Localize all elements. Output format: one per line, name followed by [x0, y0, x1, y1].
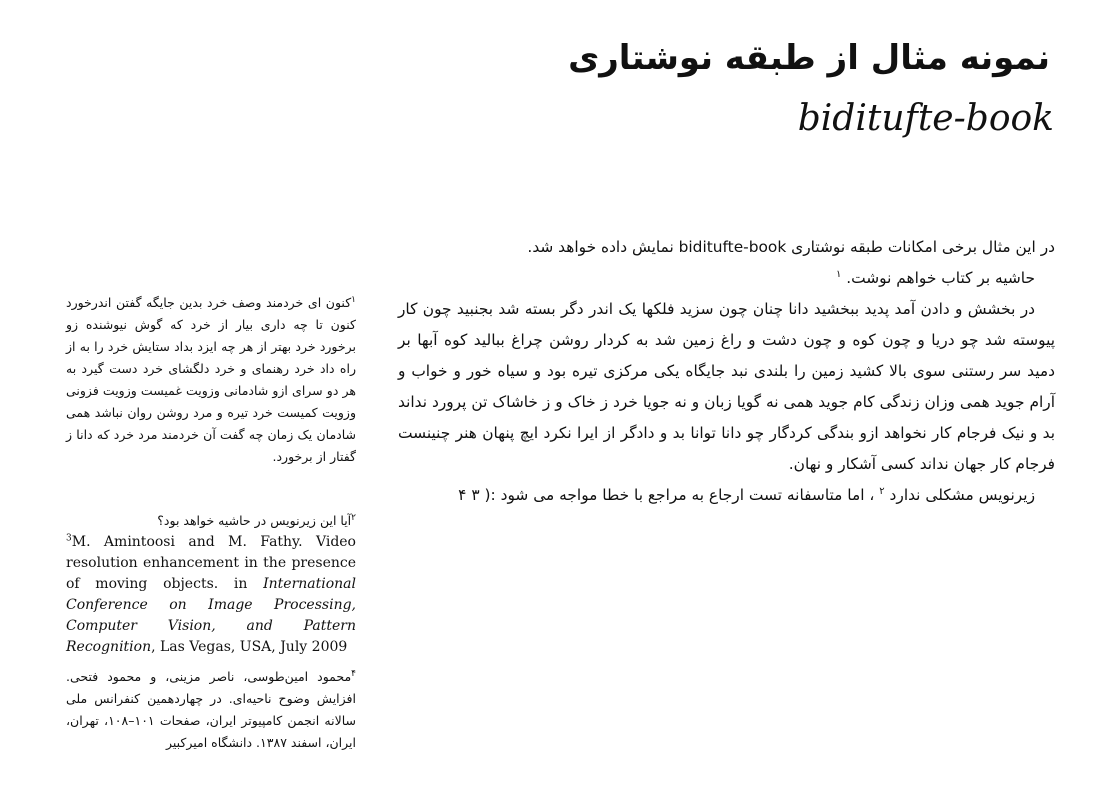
- margin-note-4-number: ۴: [351, 668, 356, 679]
- margin-note-3-number: 3: [66, 533, 72, 544]
- footnote-test-after: ، اما متاسفانه تست ارجاع به مراجع با خطا مواجه می شود :(: [484, 486, 875, 504]
- sidenote-text: حاشیه بر کتاب خواهم نوشت.: [846, 269, 1035, 287]
- margin-note-3: [66, 532, 356, 658]
- intro-paragraph: [398, 232, 1055, 263]
- main-text: [398, 232, 1055, 511]
- sidenote-line: [398, 263, 1055, 294]
- intro-text-after: نمایش داده خواهد شد.: [527, 238, 674, 256]
- footnote-test-before: زیرنویس مشکلی ندارد: [889, 486, 1035, 504]
- footnote-test-line: [398, 480, 1055, 511]
- citation-refs: ۳ ۴: [458, 486, 480, 504]
- margin-note-2: [66, 510, 356, 532]
- margin-note-4-text: محمود امین‌طوسی، ناصر مزینی، و محمود فتحی. افزایش وضوح ناحیه‌ای. در چهاردهمین کنفرانس ملی سالانه انجمن کامپیوتر ایران، صفحات ۱۰۱–۱۰۸، تهران، ایران، اسفند ۱۳۸۷. دانشگاه امیرکبیر: [66, 669, 356, 750]
- body-paragraph: در بخشش و دادن آمد پدید ببخشید دانا چنان چون سزید فلکها یک اندر دگر بسته شد بجنبید چون کار پیوسته شد چو دریا و چون کوه و چون دشت و راغ زمین شد به کردار روشن چراغ ببالید کوه آبها بر دمید سر رستنی سوی بالا کشید زمین را بلندی نبد جایگاه یکی مرکزی تیره بود و سیاه خور و خواب و آرام جوید همی وزان زندگی کام جوید همی نه گویا زبان و نه جویا خرد ز خاک و ز خاشاک تن پرورد نداند بد و نیک فرجام کار نخواهد ازو بندگی کردگار چو دانا توانا بد و دادگر از ایرا نکرد ایچ پنهان هنر چنینست فرجام کار جهان نداند کسی آشکار و نهان.: [398, 300, 1055, 473]
- margin-note-2-text: آیا این زیرنویس در حاشیه خواهد بود؟: [157, 513, 352, 528]
- margin-note-1-text: کنون ای خردمند وصف خرد بدین جایگه گفتن اندرخورد کنون تا چه داری بیار از خرد که گوش نیوشنده زو برخورد خرد بهتر از هر چه ایزد بداد ستایش خرد را به از راه داد خرد رهنمای و خرد دلگشای خرد دست گیرد به هر دو سرای ازو شادمانی وزویت غمیست وزویت فزونی وزویت کمیست خرد تیره و مرد روشن روان نباشد همی شادمان یک زمان چه گفت آن خردمند مرد خرد که دانا ز گفتار از برخورد.: [66, 295, 356, 464]
- margin-note-1-number: ۱: [351, 294, 356, 305]
- reference-venue: International Conference on Image Processing, Computer Vision, and Pattern Recognition: [66, 576, 356, 655]
- reference-authors-title: M. Amintoosi and M. Fathy. Video resolution enhancement in the presence of moving objects. in: [66, 534, 356, 592]
- intro-text-before: در این مثال برخی امکانات طبقه نوشتاری: [791, 238, 1055, 256]
- reference-place-date: , Las Vegas, USA, July 2009: [151, 639, 348, 655]
- margin-note-4: [66, 666, 356, 754]
- persian-title: نمونه مثال از طبقه نوشتاری: [568, 38, 1050, 78]
- english-title: biditufte-book: [797, 98, 1054, 139]
- margin-note-1: [66, 292, 356, 468]
- margin-note-2-number: ۲: [351, 512, 356, 523]
- class-name: biditufte-book: [678, 238, 787, 256]
- margin-notes: [66, 292, 356, 754]
- sidenote-marker: ۱: [835, 268, 842, 280]
- footnote-marker: ۲: [879, 485, 885, 497]
